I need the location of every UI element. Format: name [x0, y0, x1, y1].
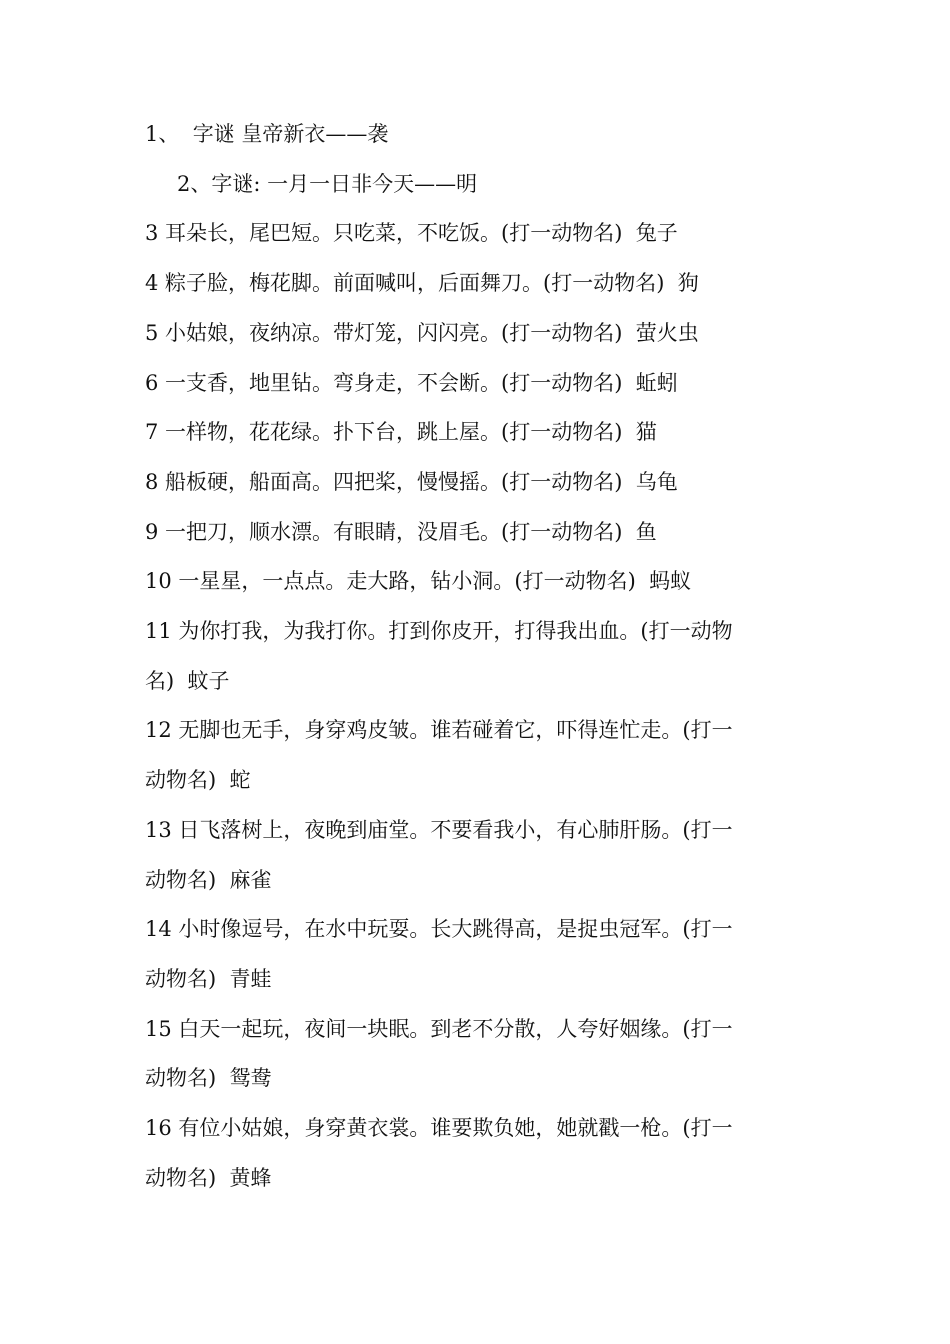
- riddle-11-line-1: [145, 607, 815, 657]
- riddle-8-text: 8 船板硬，船面高。四把桨，慢慢摇。(打一动物名) 乌龟: [145, 469, 678, 494]
- riddle-9-text: 9 一把刀，顺水漂。有眼睛，没眉毛。(打一动物名) 鱼: [145, 519, 657, 544]
- riddle-12-text-1: 12 无脚也无手，身穿鸡皮皱。谁若碰着它，吓得连忙走。(打一: [145, 718, 733, 743]
- riddle-13-text-1: 13 日飞落树上，夜晚到庙堂。不要看我小，有心肺肝肠。(打一: [145, 817, 733, 842]
- riddle-9: [145, 508, 815, 558]
- riddle-15-text-1: 15 白天一起玩，夜间一块眠。到老不分散，人夸好姻缘。(打一: [145, 1016, 733, 1041]
- riddle-1: [145, 110, 815, 160]
- riddle-16-text-2: 动物名) 黄蜂: [145, 1165, 272, 1190]
- riddle-12-line-1: [145, 706, 815, 756]
- riddle-3-text: 3 耳朵长，尾巴短。只吃菜，不吃饭。(打一动物名) 兔子: [145, 221, 678, 246]
- riddle-14-line-1: [145, 905, 815, 955]
- riddle-13-line-2: [145, 856, 815, 906]
- riddle-6: [145, 359, 815, 409]
- riddle-7-text: 7 一样物，花花绿。扑下台，跳上屋。(打一动物名) 猫: [145, 420, 657, 445]
- riddle-6-text: 6 一支香，地里钻。弯身走，不会断。(打一动物名) 蚯蚓: [145, 370, 678, 395]
- riddle-5: [145, 309, 815, 359]
- riddle-13-line-1: [145, 806, 815, 856]
- riddle-14-text-1: 14 小时像逗号，在水中玩耍。长大跳得高，是捉虫冠军。(打一: [145, 917, 733, 942]
- riddle-16-line-2: [145, 1154, 815, 1204]
- riddle-3: [145, 209, 815, 259]
- riddle-11-text-1: 11 为你打我，为我打你。打到你皮开，打得我出血。(打一动物: [145, 619, 733, 644]
- riddle-8: [145, 458, 815, 508]
- riddle-15-text-2: 动物名) 鸳鸯: [145, 1066, 272, 1091]
- riddle-14-text-2: 动物名) 青蛙: [145, 966, 272, 991]
- riddle-15-line-1: [145, 1005, 815, 1055]
- riddle-1-text: 1、 字谜 皇帝新衣——袭: [145, 122, 389, 146]
- riddle-list: [145, 110, 815, 1203]
- riddle-14-line-2: [145, 955, 815, 1005]
- riddle-12-text-2: 动物名) 蛇: [145, 768, 251, 793]
- riddle-12-line-2: [145, 756, 815, 806]
- riddle-4-text: 4 粽子脸，梅花脚。前面喊叫，后面舞刀。(打一动物名) 狗: [145, 271, 699, 296]
- riddle-16-line-1: [145, 1104, 815, 1154]
- riddle-15-line-2: [145, 1054, 815, 1104]
- riddle-2-text: 2、字谜: 一月一日非今天——明: [177, 171, 478, 196]
- riddle-11-line-2: [145, 657, 815, 707]
- riddle-16-text-1: 16 有位小姑娘，身穿黄衣裳。谁要欺负她，她就戳一枪。(打一: [145, 1116, 733, 1141]
- riddle-4: [145, 259, 815, 309]
- riddle-11-text-2: 名) 蚊子: [145, 668, 230, 693]
- riddle-5-text: 5 小姑娘，夜纳凉。带灯笼，闪闪亮。(打一动物名) 萤火虫: [145, 320, 699, 345]
- riddle-13-text-2: 动物名) 麻雀: [145, 867, 272, 892]
- riddle-10: [145, 557, 815, 607]
- riddle-7: [145, 408, 815, 458]
- riddle-2: [145, 160, 815, 210]
- riddle-10-text: 10 一星星，一点点。走大路，钻小洞。(打一动物名) 蚂蚁: [145, 569, 692, 594]
